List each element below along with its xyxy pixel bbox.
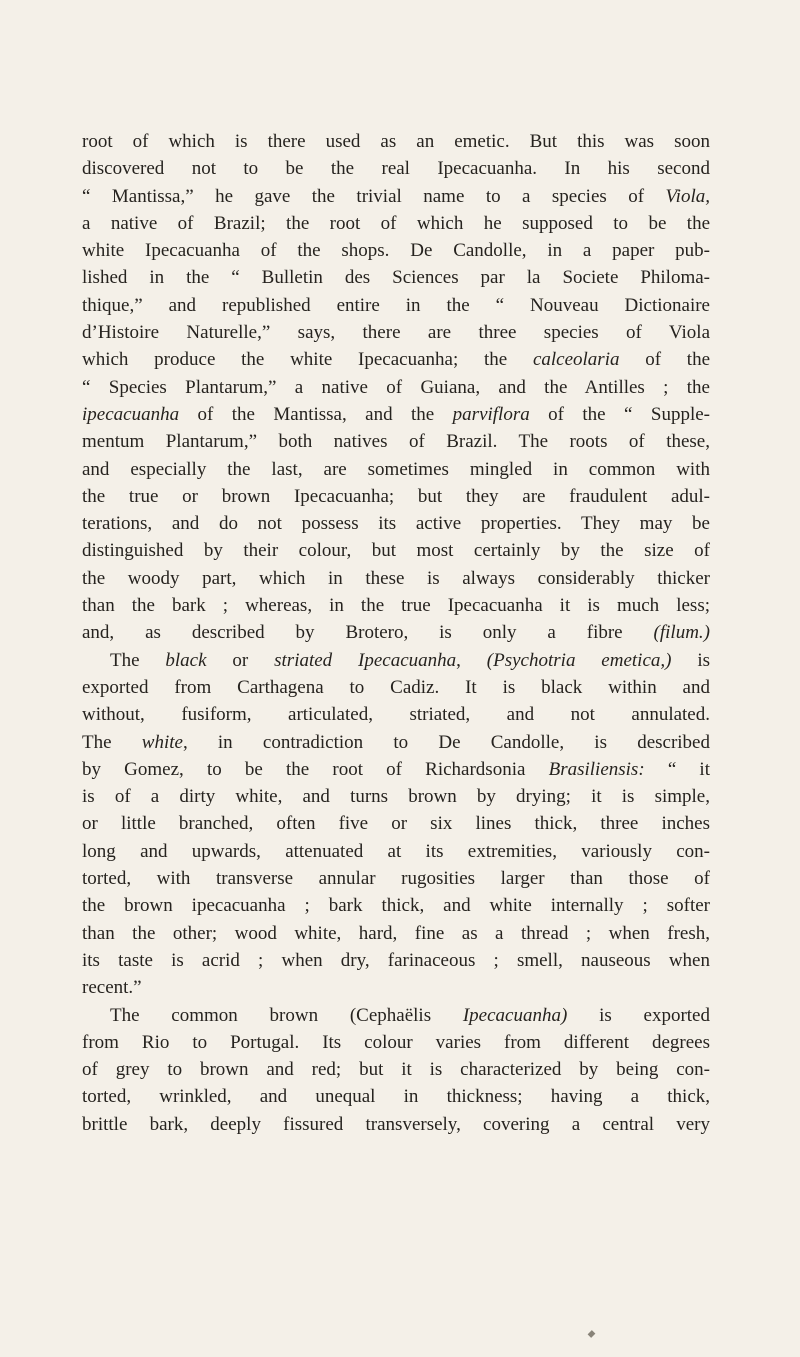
text-line [82,701,710,728]
text-segment: than the bark ; whereas, in the true Ipecacuanha it is much less; [82,595,710,617]
text-line [82,1029,710,1056]
text-segment: the true or brown Ipecacuanha; but they are fraudulent adul- [82,485,710,507]
text-segment: from Rio to Portugal. Its colour varies from different degrees [82,1031,710,1053]
text-line [82,537,710,564]
text-line [82,155,710,182]
text-line [82,319,710,346]
text-segment: mentum Plantarum,” both natives of Brazil. The roots of these, [82,431,710,453]
text-segment: or [206,649,275,671]
printer-mark [588,1330,596,1338]
text-line [82,128,710,155]
text-line [82,510,710,537]
text-line [82,565,710,592]
text-segment: without, fusiform, articulated, striated, and not annulated. [82,704,710,726]
text-segment: d’Histoire Naturelle,” says, there are three species of Viola [82,322,710,344]
text-line [82,974,710,1001]
text-line [82,783,710,810]
text-segment: torted, wrinkled, and unequal in thickness; having a thick, [82,1086,710,1108]
text-segment: by Gomez, to be the root of Richardsonia [82,758,549,780]
text-line [82,592,710,619]
italic-text: white [141,731,183,753]
text-segment: and, as described by Brotero, is only a fibre [82,622,654,644]
text-segment: , [456,649,487,671]
text-segment: “ it [644,758,710,780]
text-line [82,647,710,674]
text-line [82,865,710,892]
italic-text: Ipecacuanha) [462,1004,568,1026]
text-segment: The common brown (Cephaëlis [110,1004,463,1026]
text-line [82,756,710,783]
text-line [82,1083,710,1110]
text-segment: discovered not to be the real Ipecacuanha. In his second [82,158,710,180]
text-segment: a native of Brazil; the root of which he supposed to be the [82,212,710,234]
text-segment: which produce the white Ipecacuanha; the [82,349,533,371]
text-segment: or little branched, often five or six lines thick, three inches [82,813,710,835]
text-segment: terations, and do not possess its active properties. They may be [82,513,710,535]
text-segment: exported from Carthagena to Cadiz. It is black within and [82,676,710,698]
text-segment: distinguished by their colour, but most certainly by the size of [82,540,710,562]
text-line [82,674,710,701]
text-segment: thique,” and republished entire in the “ Nouveau Dictionaire [82,294,710,316]
text-line [82,1111,710,1138]
text-segment: and especially the last, are sometimes mingled in common with [82,458,710,480]
text-segment: of the “ Supple- [529,403,711,425]
text-line [82,892,710,919]
text-line [82,428,710,455]
text-segment: the woody part, which in these is always considerably thicker [82,567,710,589]
text-line [82,619,710,646]
italic-text: Viola, [665,185,710,207]
text-line [82,264,710,291]
italic-text: calceolaria [532,349,620,371]
text-segment: white Ipecacuanha of the shops. De Candolle, in a paper pub- [82,240,710,262]
italic-text: parviflora [452,403,530,425]
text-segment: brittle bark, deeply fissured transversely, covering a central very [82,1113,710,1135]
italic-text: striated Ipecacuanha [274,649,457,671]
text-line [82,920,710,947]
text-segment: root of which is there used as an emetic. But this was soon [82,131,710,152]
text-segment: is [671,649,711,671]
italic-text: (Psychotria emetica,) [486,649,672,671]
italic-text: Brasiliensis: [548,758,645,780]
text-segment: The [110,649,166,671]
text-line [82,947,710,974]
text-segment: of the Mantissa, and the [179,403,453,425]
text-line [82,237,710,264]
text-segment: of grey to brown and red; but it is characterized by being con- [82,1059,710,1081]
text-segment: its taste is acrid ; when dry, farinaceous ; smell, nauseous when [82,949,710,971]
text-segment: lished in the “ Bulletin des Sciences par la Societe Philoma- [82,267,710,289]
text-segment: , in contradiction to De Candolle, is described [182,731,710,753]
text-segment: torted, with transverse annular rugosities larger than those of [82,868,710,890]
text-line [82,210,710,237]
text-segment: than the other; wood white, hard, fine as a thread ; when fresh, [82,922,710,944]
text-line [82,838,710,865]
text-line [82,1002,710,1029]
text-segment: long and upwards, attenuated at its extremities, variously con- [82,840,710,862]
text-segment: “ Mantissa,” he gave the trivial name to a species of [82,185,666,207]
text-segment: of the [619,349,710,371]
italic-text: (filum.) [653,622,710,644]
text-line [82,1056,710,1083]
text-line [82,810,710,837]
text-segment: “ Species Plantarum,” a native of Guiana, and the Antilles ; the [82,376,710,398]
text-line [82,456,710,483]
text-line [82,183,710,210]
italic-text: black [165,649,207,671]
text-line [82,729,710,756]
text-line [82,401,710,428]
text-line [82,346,710,373]
body-text [82,128,710,1138]
text-line [82,483,710,510]
text-segment: The [82,731,142,753]
text-segment: recent.” [82,977,142,999]
text-segment: is of a dirty white, and turns brown by drying; it is simple, [82,786,710,808]
text-segment: is exported [567,1004,710,1026]
italic-text: ipecacuanha [82,403,180,425]
text-segment: the brown ipecacuanha ; bark thick, and white internally ; softer [82,895,710,917]
text-line [82,374,710,401]
text-line [82,292,710,319]
